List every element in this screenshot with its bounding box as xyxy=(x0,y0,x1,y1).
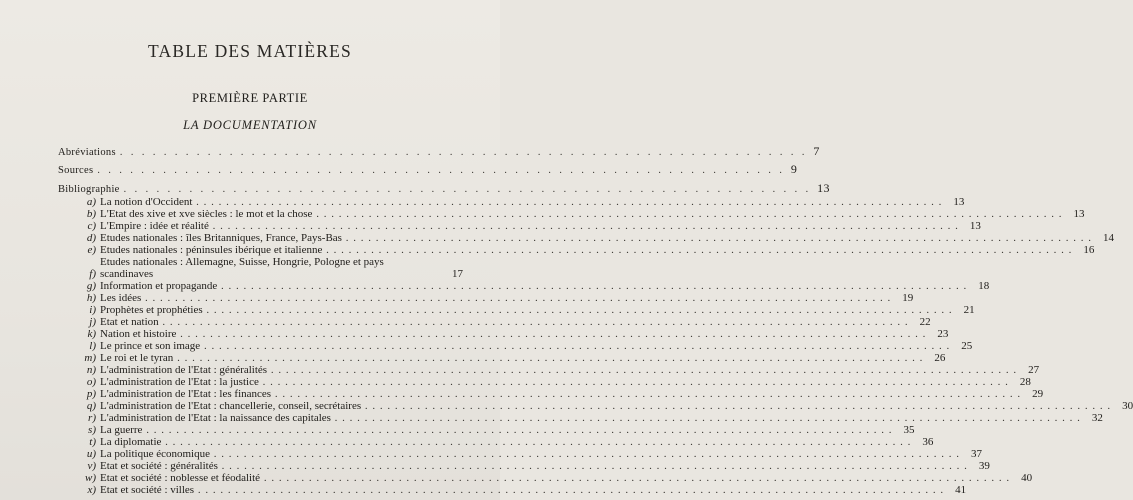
entry-title: Etat et nation . . . xyxy=(100,316,909,328)
entry-letter: c) xyxy=(87,220,96,232)
section-page-number: 7 xyxy=(813,144,820,158)
entry-page-number: 30 xyxy=(1122,400,1133,412)
entry-title: L'administration de l'Etat : la justice . . . xyxy=(100,376,1009,388)
toc-entry xyxy=(78,436,934,448)
entry-title: Le roi et le tyran . . . xyxy=(100,352,923,364)
entry-title: L'administration de l'Etat : généralités . . . xyxy=(100,364,1017,376)
entry-page-number: 22 xyxy=(919,316,931,328)
toc-entry xyxy=(78,244,1095,256)
entry-page-number: 13 xyxy=(1073,208,1085,220)
entry-page-number: 25 xyxy=(961,340,973,352)
entry-letter: i) xyxy=(89,304,96,316)
toc-entry xyxy=(78,364,1040,376)
entry-page-number: 27 xyxy=(1028,364,1040,376)
entry-letter: t) xyxy=(89,436,96,448)
entry-page-number: 16 xyxy=(1083,244,1095,256)
toc-entry xyxy=(78,412,1103,424)
entry-title: Prophètes et prophéties . . . xyxy=(100,304,953,316)
toc-entry xyxy=(78,400,1133,412)
entry-page-number: 14 xyxy=(1102,232,1114,244)
entry-letter: k) xyxy=(87,328,96,340)
entry-title: Etudes nationales : îles Britanniques, France, Pays-Bas . . . xyxy=(100,232,1092,244)
toc-entry-list xyxy=(78,196,1133,496)
entry-letter: l) xyxy=(89,340,96,352)
entry-letter: e) xyxy=(87,244,96,256)
toc-section-sources xyxy=(58,162,798,177)
part-heading: PREMIÈRE PARTIE xyxy=(192,91,308,105)
entry-page-number: 36 xyxy=(922,436,934,448)
entry-title: L'Etat des xive et xve siècles : le mot et la chose . . . xyxy=(100,208,1062,220)
entry-title: La diplomatie . . . xyxy=(100,436,911,448)
entry-letter: b) xyxy=(86,208,96,220)
entry-page-number: 40 xyxy=(1021,472,1033,484)
section-page-number: 9 xyxy=(790,162,798,176)
dot-leader: . . . . . . . . . . . . . . . . . . . . . . . . . . . . . . . . . . . . . . . . . . . . . . . . . . . . . . . . . . . . . . . xyxy=(123,184,812,195)
entry-title: Etat et société : villes . . . xyxy=(100,484,944,496)
entry-page-number: 21 xyxy=(963,304,975,316)
toc-entry xyxy=(78,256,463,280)
toc-entry xyxy=(78,208,1085,220)
entry-title: Les idées . . . xyxy=(100,292,891,304)
entry-letter: a) xyxy=(86,196,96,208)
toc-entry xyxy=(78,340,973,352)
entry-letter: j) xyxy=(89,316,96,328)
entry-page-number: 29 xyxy=(1032,388,1044,400)
entry-page-number: 26 xyxy=(934,352,946,364)
entry-title: L'administration de l'Etat : les finances . . . xyxy=(100,388,1021,400)
entry-letter: x) xyxy=(87,484,96,496)
dot-leader: . . . . . . . . . . . . . . . . . . . . . . . . . . . . . . . . . . . . . . . . . . . . . . . . . . . . . . . . . . . . . . . xyxy=(119,147,808,158)
entry-page-number: 19 xyxy=(902,292,914,304)
entry-page-number: 41 xyxy=(955,484,967,496)
toc-entry xyxy=(78,376,1031,388)
toc-entry xyxy=(78,280,990,292)
toc-section-abreviations xyxy=(58,144,820,159)
entry-page-number: 32 xyxy=(1091,412,1103,424)
toc-entry xyxy=(78,220,981,232)
toc-entry xyxy=(78,484,967,496)
entry-letter: f) xyxy=(89,268,96,280)
entry-letter: p) xyxy=(86,388,96,400)
entry-title: La politique économique . . . xyxy=(100,448,960,460)
entry-title: La notion d'Occident . . . xyxy=(100,196,942,208)
entry-letter: m) xyxy=(84,352,96,364)
entry-title: L'administration de l'Etat : la naissance des capitales . . . xyxy=(100,412,1081,424)
entry-title: L'administration de l'Etat : chancellerie, conseil, secrétaires . . . xyxy=(100,400,1111,412)
toc-entry xyxy=(78,232,1114,244)
entry-title: La guerre . . . xyxy=(100,424,892,436)
entry-page-number: 18 xyxy=(978,280,990,292)
page-title: TABLE DES MATIÈRES xyxy=(148,41,352,61)
toc-entry xyxy=(78,424,915,436)
entry-letter: s) xyxy=(88,424,96,436)
entry-letter: n) xyxy=(86,364,96,376)
entry-title: L'Empire : idée et réalité . . . xyxy=(100,220,959,232)
toc-section-bibliographie xyxy=(58,181,830,196)
entry-page-number: 35 xyxy=(903,424,915,436)
toc-entry xyxy=(78,196,965,208)
entry-title: Etat et société : noblesse et féodalité . . . xyxy=(100,472,1010,484)
entry-title: Etudes nationales : Allemagne, Suisse, Hongrie, Pologne et pays scandinaves xyxy=(100,256,384,280)
entry-title: Etat et société : généralités . . . xyxy=(100,460,968,472)
entry-letter: r) xyxy=(88,412,96,424)
entry-title: Nation et histoire . . . xyxy=(100,328,926,340)
toc-entry xyxy=(78,304,975,316)
section-page-number: 13 xyxy=(817,181,830,195)
toc-entry xyxy=(78,328,949,340)
toc-entry xyxy=(78,316,931,328)
part-subtitle: LA DOCUMENTATION xyxy=(183,118,317,132)
entry-title: Information et propagande . . . xyxy=(100,280,967,292)
dot-leader: . . . . . . . . . . . . . . . . . . . . . . . . . . . . . . . . . . . . . . . . . . . . . . . . . . . . . . . . . . . . . . . xyxy=(97,165,785,176)
entry-page-number: 13 xyxy=(953,196,965,208)
entry-page-number: 13 xyxy=(969,220,981,232)
entry-title: Le prince et son image . . . xyxy=(100,340,950,352)
section-label: Bibliographie xyxy=(58,184,120,195)
entry-letter: u) xyxy=(86,448,96,460)
entry-page-number: 39 xyxy=(978,460,990,472)
toc-entry xyxy=(78,388,1044,400)
entry-letter: h) xyxy=(86,292,96,304)
entry-letter: d) xyxy=(86,232,96,244)
entry-letter: w) xyxy=(85,472,96,484)
entry-page-number: 17 xyxy=(452,268,463,280)
section-label: Sources xyxy=(58,165,94,176)
toc-entry xyxy=(78,448,982,460)
toc-entry xyxy=(78,292,914,304)
entry-page-number: 28 xyxy=(1019,376,1031,388)
entry-letter: q) xyxy=(86,400,96,412)
toc-entry xyxy=(78,460,990,472)
toc-entry xyxy=(78,352,946,364)
toc-entry xyxy=(78,472,1033,484)
entry-title: Etudes nationales : péninsules ibérique et italienne . . . xyxy=(100,244,1072,256)
entry-letter: o) xyxy=(86,376,96,388)
entry-letter: v) xyxy=(87,460,96,472)
section-label: Abréviations xyxy=(58,147,116,158)
entry-letter: g) xyxy=(86,280,96,292)
entry-page-number: 37 xyxy=(970,448,982,460)
entry-page-number: 23 xyxy=(937,328,949,340)
